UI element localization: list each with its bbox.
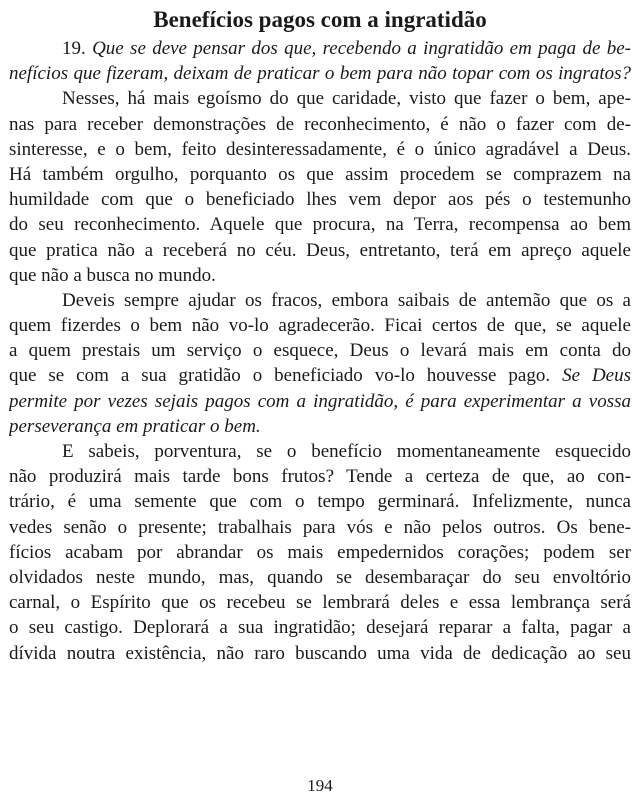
text-line: E sabeis, porventura, se o benefício momentaneamente esquecido [62,441,631,462]
section-title: Benefícios pagos com a ingratidão [153,7,487,32]
text-line: não produzirá mais tarde bons frutos? Tende a certeza de que, ao con- [9,466,631,488]
question-block [9,36,631,86]
text-line: perseverança em praticar o bem. [9,415,261,437]
text-line: nas para receber demonstrações de reconhecimento, é não o fazer com de- [9,113,631,135]
text-line: do seu reconhecimento. Aquele que procura, na Terra, recompensa ao bem [9,214,631,236]
text-line: olvidados neste mundo, mas, quando se desembaraçar do seu envoltório [9,566,631,588]
text-line: carnal, o Espírito que os recebeu se lembrará deles e essa lembrança será [9,592,631,614]
question-line-2: nefícios que fizeram, deixam de praticar o bem para não topar com os ingratos? [9,63,631,85]
book-page [9,6,631,666]
text-line: o seu castigo. Deplorará a sua ingratidão; desejará reparar a falta, pagar a [9,617,631,639]
text-line: vedes senão o presente; trabalhais para vós e não pelos outros. Os bene- [9,516,631,538]
text-line: Deveis sempre ajudar os fracos, embora saibais de antemão que os a [62,289,631,311]
text-line: que pratica não a receberá no céu. Deus, entretanto, terá em apreço aquele [9,239,631,261]
text-line: sinteresse, e o bem, feito desinteressadamente, é o único agradável a Deus. [9,138,631,160]
text-line: Há também orgulho, porquanto os que assim procedem se comprazem na [9,163,631,185]
text-line: a quem prestais um serviço o esquece, Deus o levará mais em conta do [9,340,631,362]
question-number: 19. [62,38,86,59]
paragraph-2 [9,288,631,439]
paragraph-3 [9,439,631,666]
text-line: trário, é uma semente que com o tempo germinará. Infelizmente, nunca [9,491,631,513]
question-line-1: 19. Que se deve pensar dos que, recebendo a ingratidão em paga de be- [62,38,631,59]
text-line: permite por vezes sejais pagos com a ingratidão, é para experimentar a vossa [9,390,631,412]
text-line: Nesses, há mais egoísmo do que caridade, visto que fazer o bem, ape- [62,88,631,110]
text-line: dívida noutra existência, não raro buscando uma vida de dedicação ao seu [9,642,631,664]
text-line: humildade com que o beneficiado lhes vem depor aos pés o testemunho [9,189,631,211]
text-line: que não a busca no mundo. [9,264,216,286]
paragraph-1 [9,86,631,288]
text-line: fícios acabam por abrandar os mais empedernidos corações; podem ser [9,541,631,563]
page-number: 194 [307,776,333,795]
text-line-mixed: que se com a sua gratidão o beneficiado vo-lo houvesse pago. Se Deus [9,365,631,387]
text-line: quem fizerdes o bem não vo-lo agradecerão. Ficai certos de que, se aquele [9,315,631,337]
